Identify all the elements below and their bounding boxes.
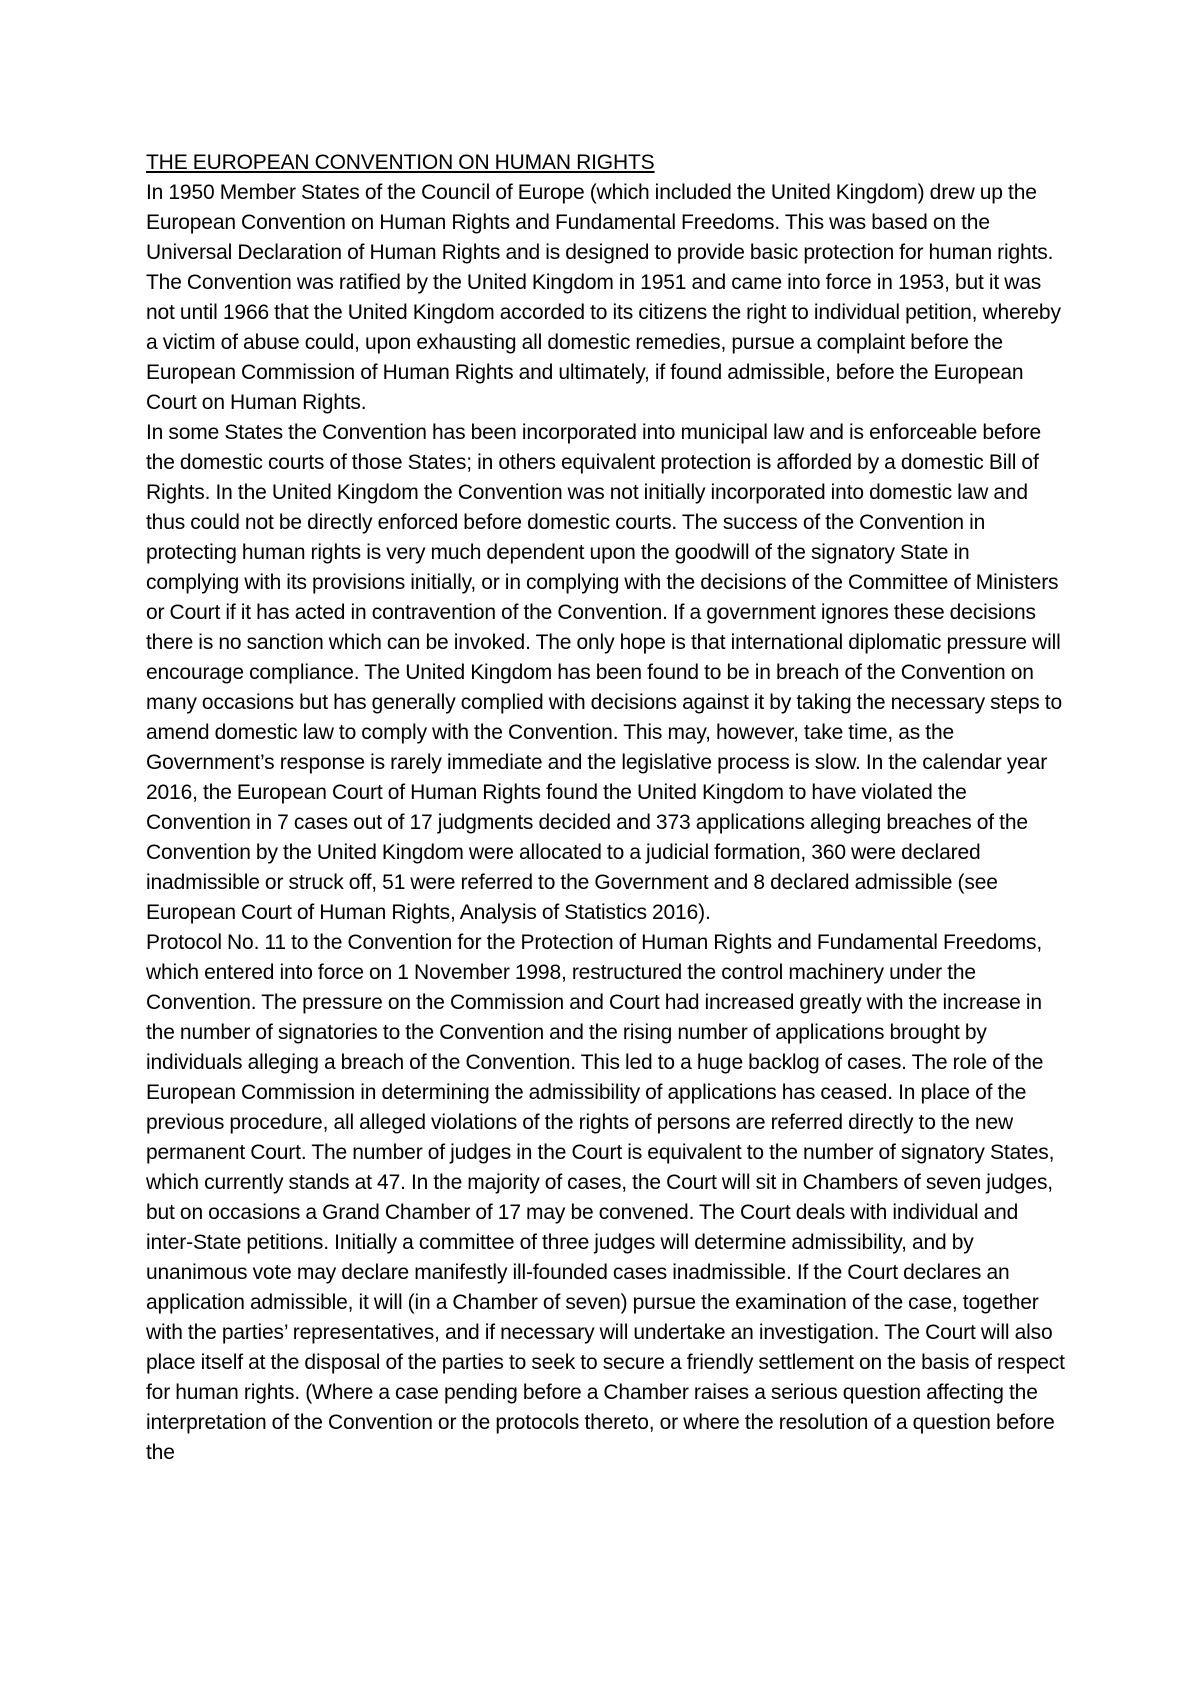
- paragraph-1: In 1950 Member States of the Council of Europe (which included the United Kingdom) drew up the European Convention on Human Rights and Fundamental Freedoms. This was based on the Universal Declaration of Human Rights and is designed to provide basic protection for human rights. The Convention was ratified by the United Kingdom in 1951 and came into force in 1953, but it was not until 1966 that the United Kingdom accorded to its citizens the right to individual petition, whereby a victim of abuse could, upon exhausting all domestic remedies, pursue a complaint before the European Commission of Human Rights and ultimately, if found admissible, before the European Court on Human Rights.: [146, 181, 1061, 414]
- document-title: THE EUROPEAN CONVENTION ON HUMAN RIGHTS: [146, 151, 655, 174]
- document-body: [146, 148, 1066, 1468]
- paragraph-2: In some States the Convention has been incorporated into municipal law and is enforceable before the domestic courts of those States; in others equivalent protection is afforded by a domestic Bill of Rights. In the United Kingdom the Convention was not initially incorporated into domestic law and thus could not be directly enforced before domestic courts. The success of the Convention in protecting human rights is very much dependent upon the goodwill of the signatory State in complying with its provisions initially, or in complying with the decisions of the Committee of Ministers or Court if it has acted in contravention of the Convention. If a government ignores these decisions there is no sanction which can be invoked. The only hope is that international diplomatic pressure will encourage compliance. The United Kingdom has been found to be in breach of the Convention on many occasions but has generally complied with decisions against it by taking the necessary steps to amend domestic law to comply with the Convention. This may, however, take time, as the Government’s response is rarely immediate and the legislative process is slow. In the calendar year 2016, the European Court of Human Rights found the United Kingdom to have violated the Convention in 7 cases out of 17 judgments decided and 373 applications alleging breaches of the Convention by the United Kingdom were allocated to a judicial formation, 360 were declared inadmissible or struck off, 51 were referred to the Government and 8 declared admissible (see European Court of Human Rights, Analysis of Statistics 2016).: [146, 421, 1062, 924]
- paragraph-3: Protocol No. 11 to the Convention for the Protection of Human Rights and Fundamental Freedoms, which entered into force on 1 November 1998, restructured the control machinery under the Convention. The pressure on the Commission and Court had increased greatly with the increase in the number of signatories to the Convention and the rising number of applications brought by individuals alleging a breach of the Convention. This led to a huge backlog of cases. The role of the European Commission in determining the admissibility of applications has ceased. In place of the previous procedure, all alleged violations of the rights of persons are referred directly to the new permanent Court. The number of judges in the Court is equivalent to the number of signatory States, which currently stands at 47. In the majority of cases, the Court will sit in Chambers of seven judges, but on occasions a Grand Chamber of 17 may be convened. The Court deals with individual and inter-State petitions. Initially a committee of three judges will determine admissibility, and by unanimous vote may declare manifestly ill-founded cases inadmissible. If the Court declares an application admissible, it will (in a Chamber of seven) pursue the examination of the case, together with the parties’ representatives, and if necessary will undertake an investigation. The Court will also place itself at the disposal of the parties to seek to secure a friendly settlement on the basis of respect for human rights. (Where a case pending before a Chamber raises a serious question affecting the interpretation of the Convention or the protocols thereto, or where the resolution of a question before the: [146, 931, 1065, 1464]
